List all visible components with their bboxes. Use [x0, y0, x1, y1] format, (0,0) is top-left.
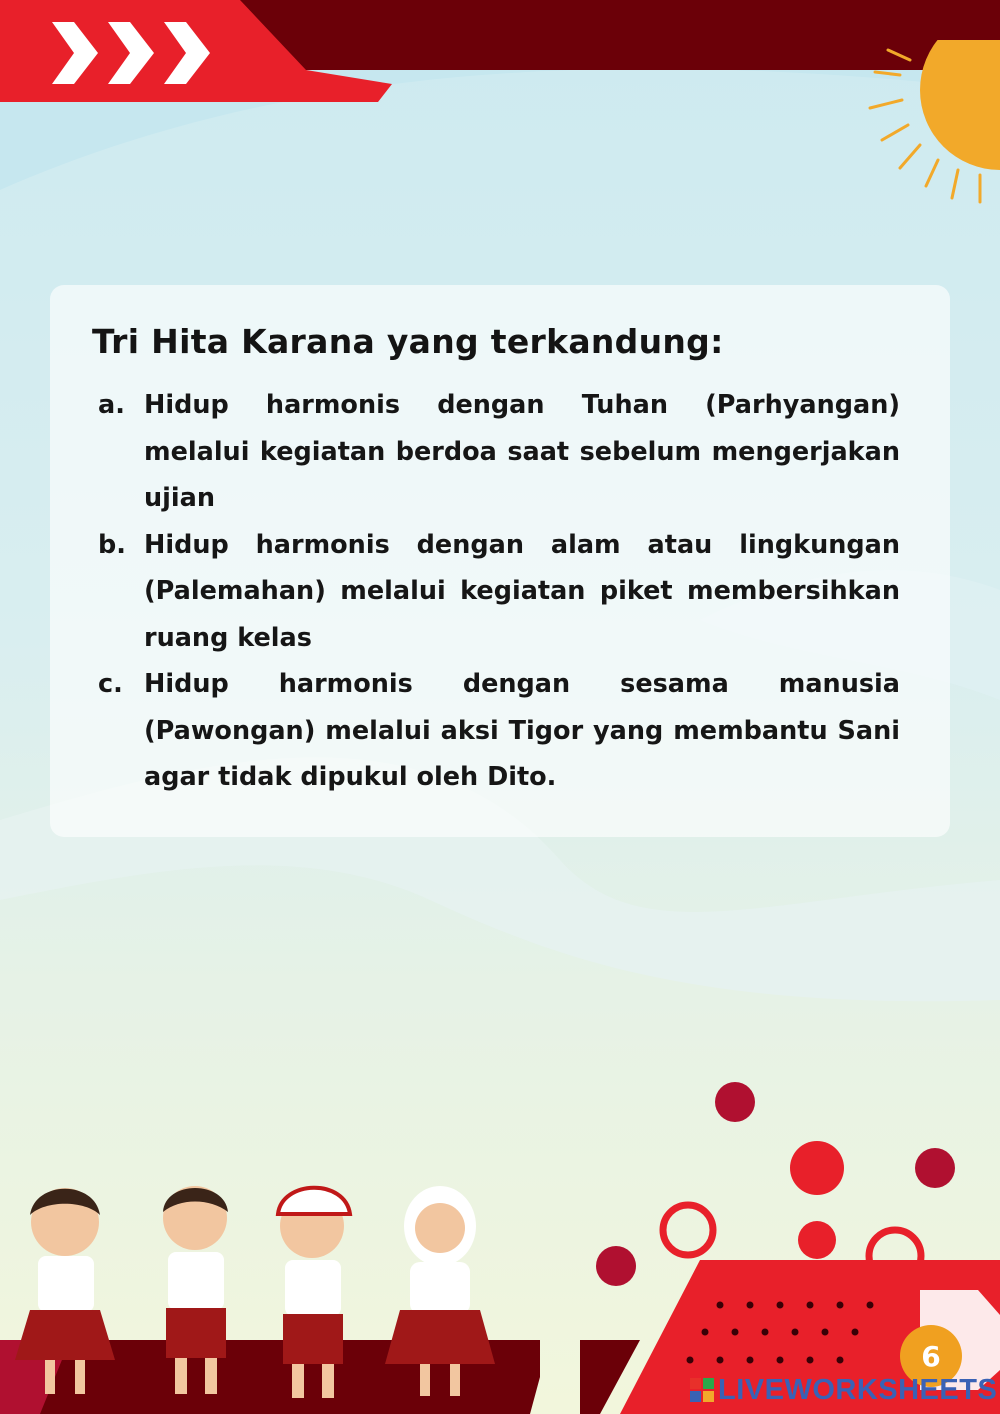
list-marker: a.: [98, 390, 125, 420]
students-illustration: [0, 1170, 540, 1414]
list-item: [98, 661, 900, 801]
list-item-text: Hidup harmonis dengan alam atau lingkungan (Palemahan) melalui kegiatan piket membersihkan ruang kelas: [144, 529, 900, 653]
list-marker: c.: [98, 669, 123, 699]
chevron-right-icon: [164, 22, 210, 84]
list-item-text: Hidup harmonis dengan Tuhan (Parhyangan) melalui kegiatan berdoa saat sebelum mengerjakan ujian: [144, 390, 900, 513]
list-marker: b.: [98, 529, 126, 560]
sun-icon: [830, 40, 1000, 210]
page-title: Tri Hita Karana yang terkandung:: [92, 322, 724, 361]
watermark-text: LIVEWORKSHEETS: [718, 1373, 998, 1406]
page-number-badge: 6: [900, 1325, 962, 1387]
list-item: [98, 522, 900, 662]
list-item-text: Hidup harmonis dengan sesama manusia (Pawongan) melalui aksi Tigor yang membantu Sani agar tidak dipukul oleh Dito.: [144, 669, 900, 792]
liveworksheets-logo-icon: [690, 1378, 714, 1402]
watermark: [690, 1372, 997, 1408]
chevron-right-icon: [108, 22, 154, 84]
list-item: [98, 382, 900, 522]
harmony-list: [98, 382, 900, 801]
chevron-right-icon: [52, 22, 98, 84]
